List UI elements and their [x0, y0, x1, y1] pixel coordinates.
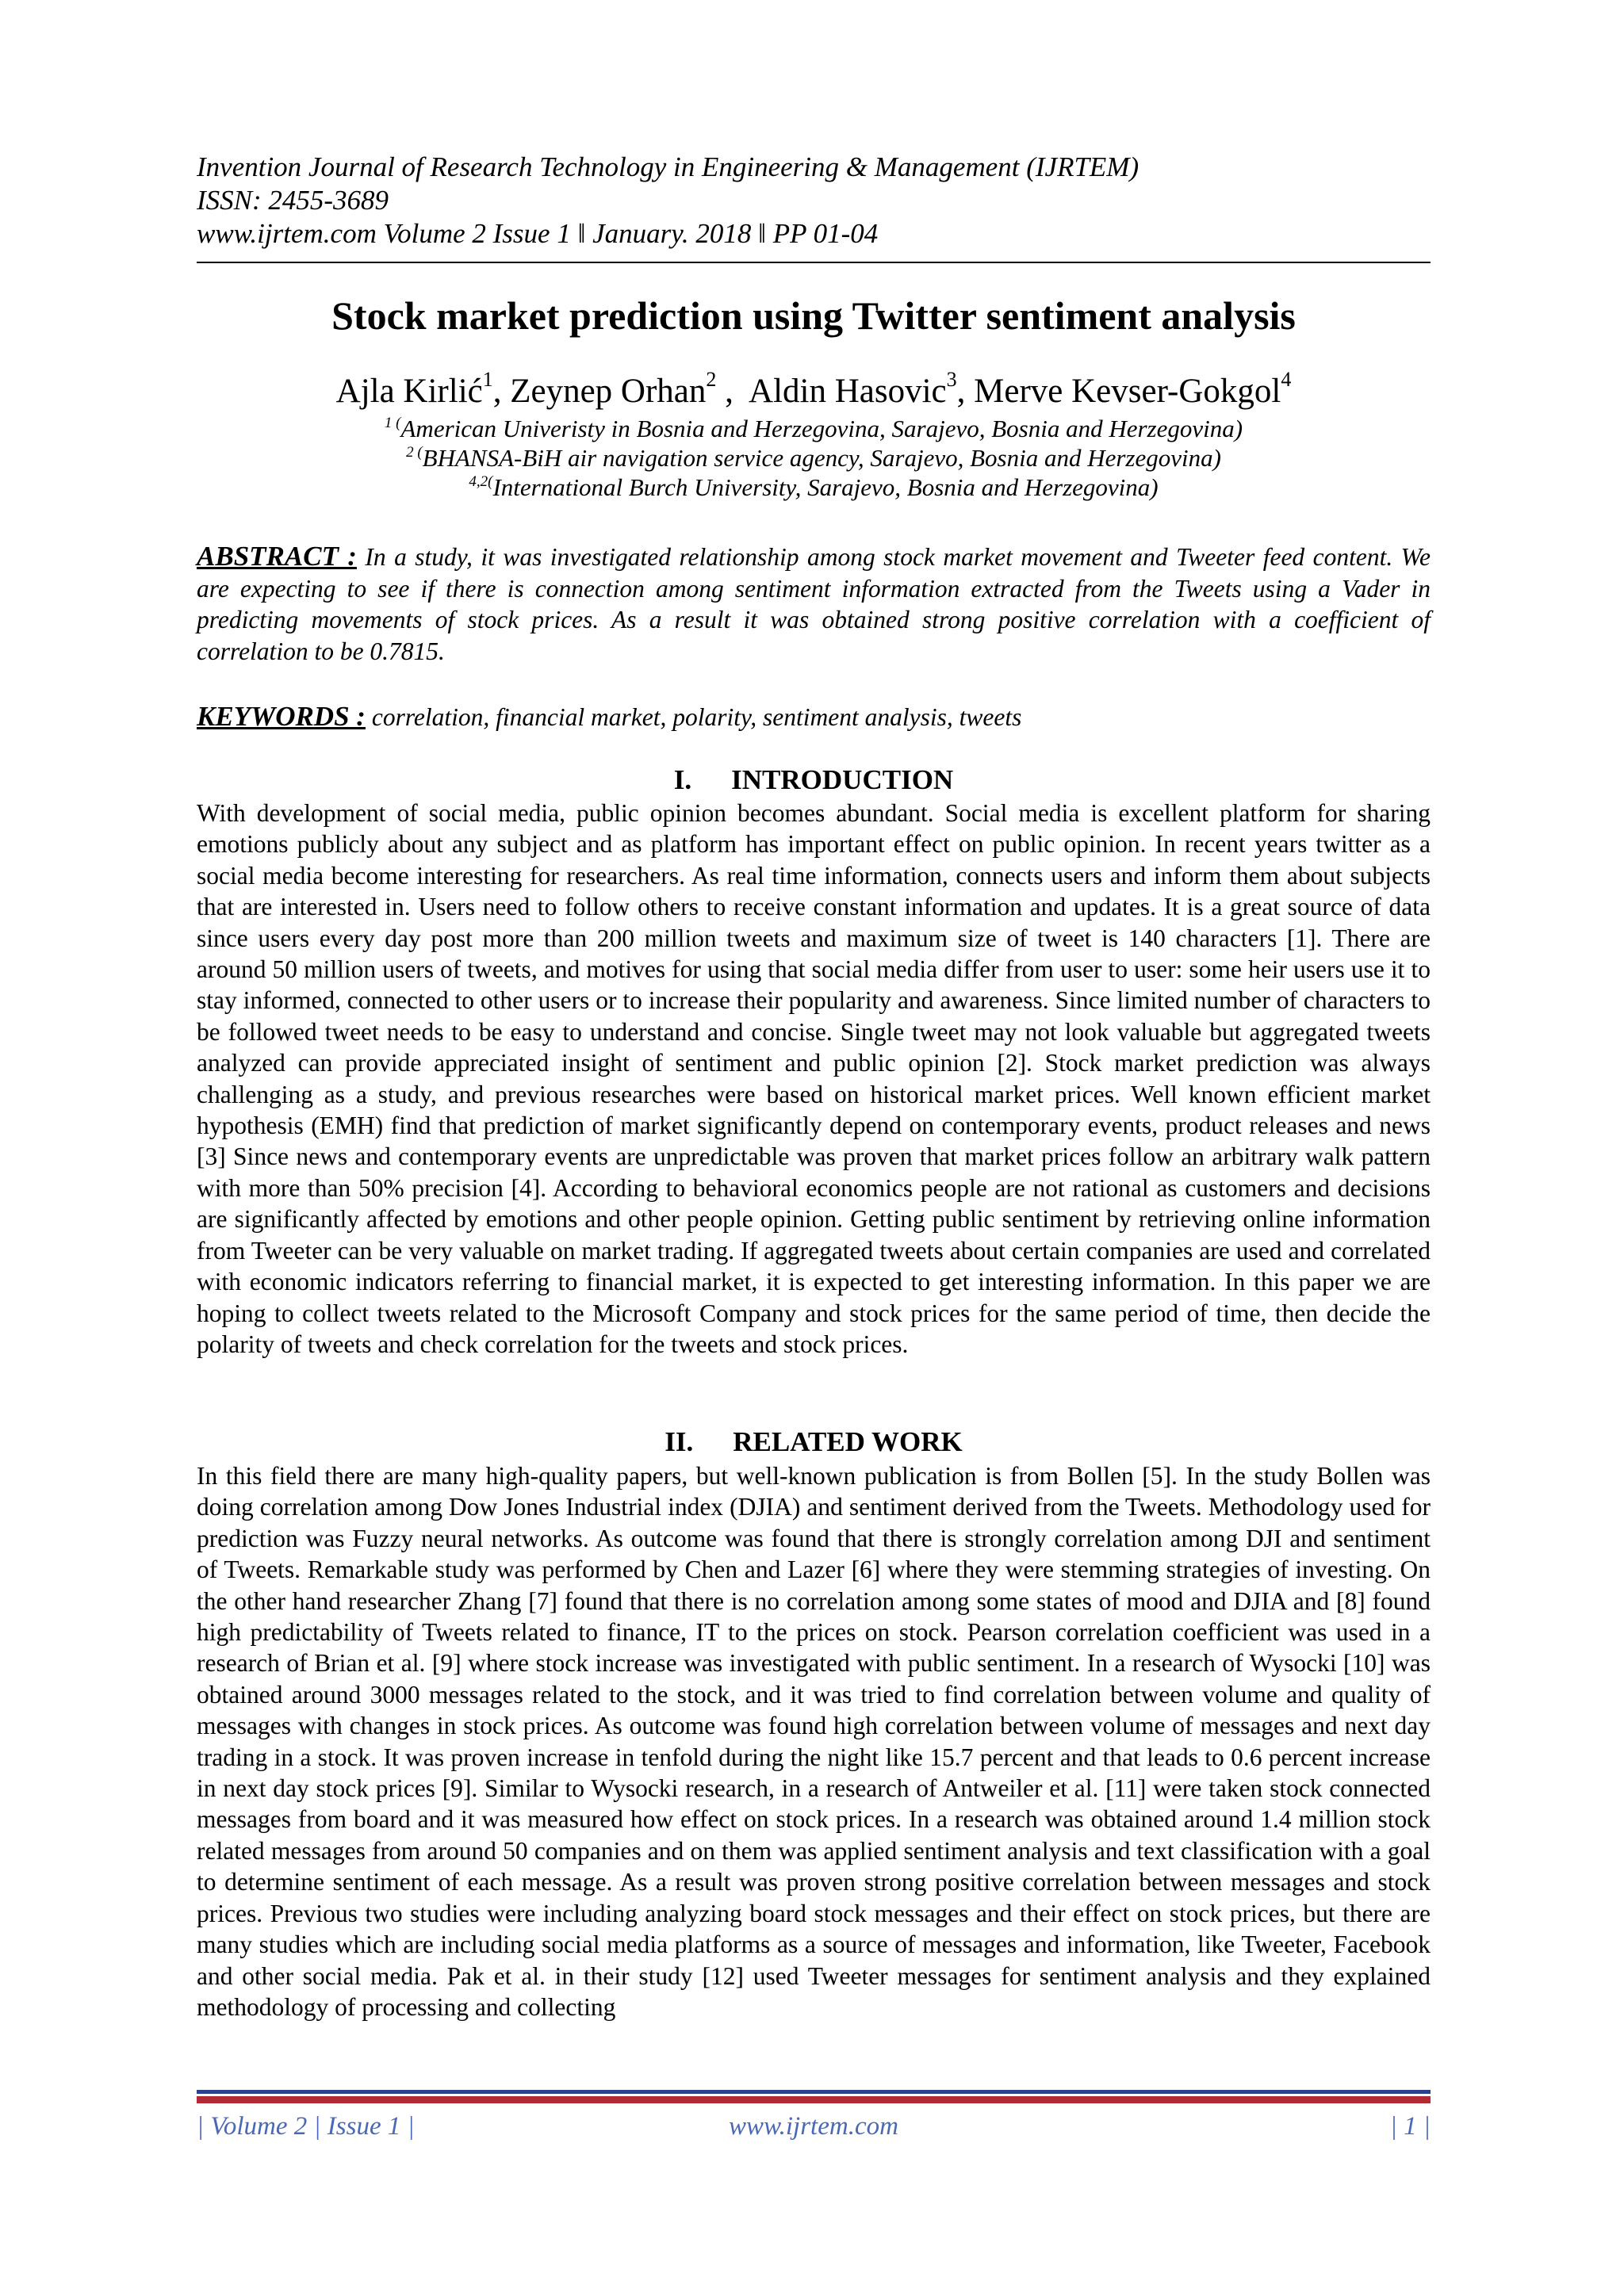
author-sup: 4 [1281, 368, 1292, 391]
author-name: Merve Kevser-Gokgol [974, 373, 1281, 410]
journal-issn: ISSN: 2455-3689 [197, 185, 389, 216]
section-heading-related-work [197, 1426, 1431, 1458]
abstract [197, 541, 1431, 667]
author-sup: 2 [706, 368, 717, 391]
author-name: Ajla Kirlić [335, 373, 483, 410]
footer-divider [197, 2090, 1431, 2103]
keywords [197, 701, 1431, 733]
section-body-introduction: With development of social media, public opinion becomes abundant. Social media is excellent platform for sharing emotions publicly about any subject and as platform has important effect on public opinion. In recent years twitter as a social media become interesting for researchers. As real time information, connects users and inform them about subjects that are interested in. Users need to follow others to receive constant information and updates. It is a great source of data since users every day post more than 200 million tweets and maximum size of tweet is 140 characters [1]. There are around 50 million users of tweets, and motives for using that social media differ from user to user: some heir users use it to stay informed, connected to other users or to increase their popularity and awareness. Since limited number of characters to be followed tweet needs to be easy to understand and concise. Single tweet may not look valuable but aggregated tweets analyzed can provide appreciated insight of sentiment and public opinion [2]. Stock market prediction was always challenging as a study, and previous researches were based on historical market prices. Well known efficient market hypothesis (EMH) find that prediction of market significantly depend on contemporary events, product releases and news [3] Since news and contemporary events are unpredictable was proven that market prices follow an arbitrary walk pattern with more than 50% precision [4]. According to behavioral economics people are not rational as customers and decisions are significantly affected by emotions and other people opinion. Getting public sentiment by retrieving online information from Tweeter can be very valuable on market trading. If aggregated tweets about certain companies are used and correlated with economic indicators referring to financial market, it is expected to get interesting information. In this paper we are hoping to collect tweets related to the Microsoft Company and stock prices for the same period of time, then decide the polarity of tweets and check correlation for the tweets and stock prices. [197, 799, 1431, 1358]
author-name: Aldin Hasovic [749, 373, 947, 410]
author-separator: , [956, 373, 975, 410]
author-list [197, 368, 1431, 412]
footer-page-number: | 1 | [1389, 2112, 1431, 2141]
affiliation-sup: 2 ( [406, 444, 423, 461]
affiliation-text: BHANSA-BiH air navigation service agency, Sarajevo, Bosnia and Herzegovina) [422, 444, 1221, 472]
affiliation [197, 443, 1431, 473]
affiliation [197, 414, 1431, 443]
keywords-text: correlation, financial market, polarity, sentiment analysis, tweets [371, 703, 1022, 731]
footer-volume-issue: | Volume 2 | Issue 1 | [197, 2112, 415, 2141]
author-sup: 1 [482, 368, 493, 391]
affiliation-sup: 4,2( [469, 473, 493, 490]
section-heading-introduction [197, 764, 1431, 796]
keywords-label: KEYWORDS : [197, 701, 366, 732]
affiliation-text: American Univeristy in Bosnia and Herzegovina, Sarajevo, Bosnia and Herzegovina) [400, 415, 1243, 442]
affiliation-text: International Burch University, Sarajevo, Bosnia and Herzegovina) [492, 473, 1159, 501]
author-sup: 3 [946, 368, 957, 391]
affiliation-list [197, 414, 1431, 502]
abstract-label: ABSTRACT : [197, 541, 357, 572]
paper-title: Stock market prediction using Twitter sentiment analysis [331, 293, 1296, 338]
affiliation [197, 473, 1431, 502]
section-number: II. [665, 1426, 694, 1457]
footer-website-link[interactable]: www.ijrtem.com [729, 2112, 898, 2141]
author-separator: , [492, 373, 511, 410]
header-rule [197, 262, 1431, 263]
journal-name: Invention Journal of Research Technology in Engineering & Management (IJRTEM) [197, 151, 1139, 182]
page-footer [197, 2110, 1431, 2142]
section-number: I. [673, 764, 692, 795]
journal-volume-line: www.ijrtem.com Volume 2 Issue 1 ǁ January. 2018 ǁ PP 01-04 [197, 218, 879, 249]
section-title: INTRODUCTION [731, 764, 954, 795]
author-name: Zeynep Orhan [510, 373, 707, 410]
author-separator: , [716, 373, 749, 410]
abstract-text: In a study, it was investigated relationship among stock market movement and Tweeter feed content. We are expecting to see if there is connection among sentiment information extracted from the Tweets using a Vader in predicting movements of stock prices. As a result it was obtained strong positive correlation with a coefficient of correlation to be 0.7815. [197, 543, 1431, 665]
section-title: RELATED WORK [733, 1426, 963, 1457]
section-body-related-work: In this field there are many high-quality papers, but well-known publication is from Bollen [5]. In the study Bollen was doing correlation among Dow Jones Industrial index (DJIA) and sentiment derived from the Tweets. Methodology used for prediction was Fuzzy neural networks. As outcome was found that there is strongly correlation among DJI and sentiment of Tweets. Remarkable study was performed by Chen and Lazer [6] where they were stemming strategies of investing. On the other hand researcher Zhang [7] found that there is no correlation among some states of mood and DJIA and [8] found high predictability of Tweets related to finance, IT to the prices on stock. Pearson correlation coefficient was used in a research of Brian et al. [9] where stock increase was investigated with public sentiment. In a research of Wysocki [10] was obtained around 3000 messages related to the stock, and it was tried to find correlation between volume and quality of messages with changes in stock prices. As outcome was found high correlation between volume of messages and next day trading in a stock. It was proven increase in tenfold during the night like 15.7 percent and that leads to 0.6 percent increase in next day stock prices [9]. Similar to Wysocki research, in a research of Antweiler et al. [11] were taken stock connected messages from board and it was measured how effect on stock prices. In a research was obtained around 1.4 million stock related messages from around 50 companies and on them was applied sentiment analysis and text classification with a goal to determine sentiment of each message. As a result was proven strong positive correlation between messages and stock prices. Previous two studies were including analyzing board stock messages and their effect on stock prices, but there are many studies which are including social media platforms as a source of messages and information, like Tweeter, Facebook and other social media. Pak et al. in their study [12] used Tweeter messages for sentiment analysis and they explained methodology of processing and collecting [197, 1462, 1431, 2021]
affiliation-sup: 1 ( [384, 415, 401, 431]
journal-header [197, 151, 1431, 251]
